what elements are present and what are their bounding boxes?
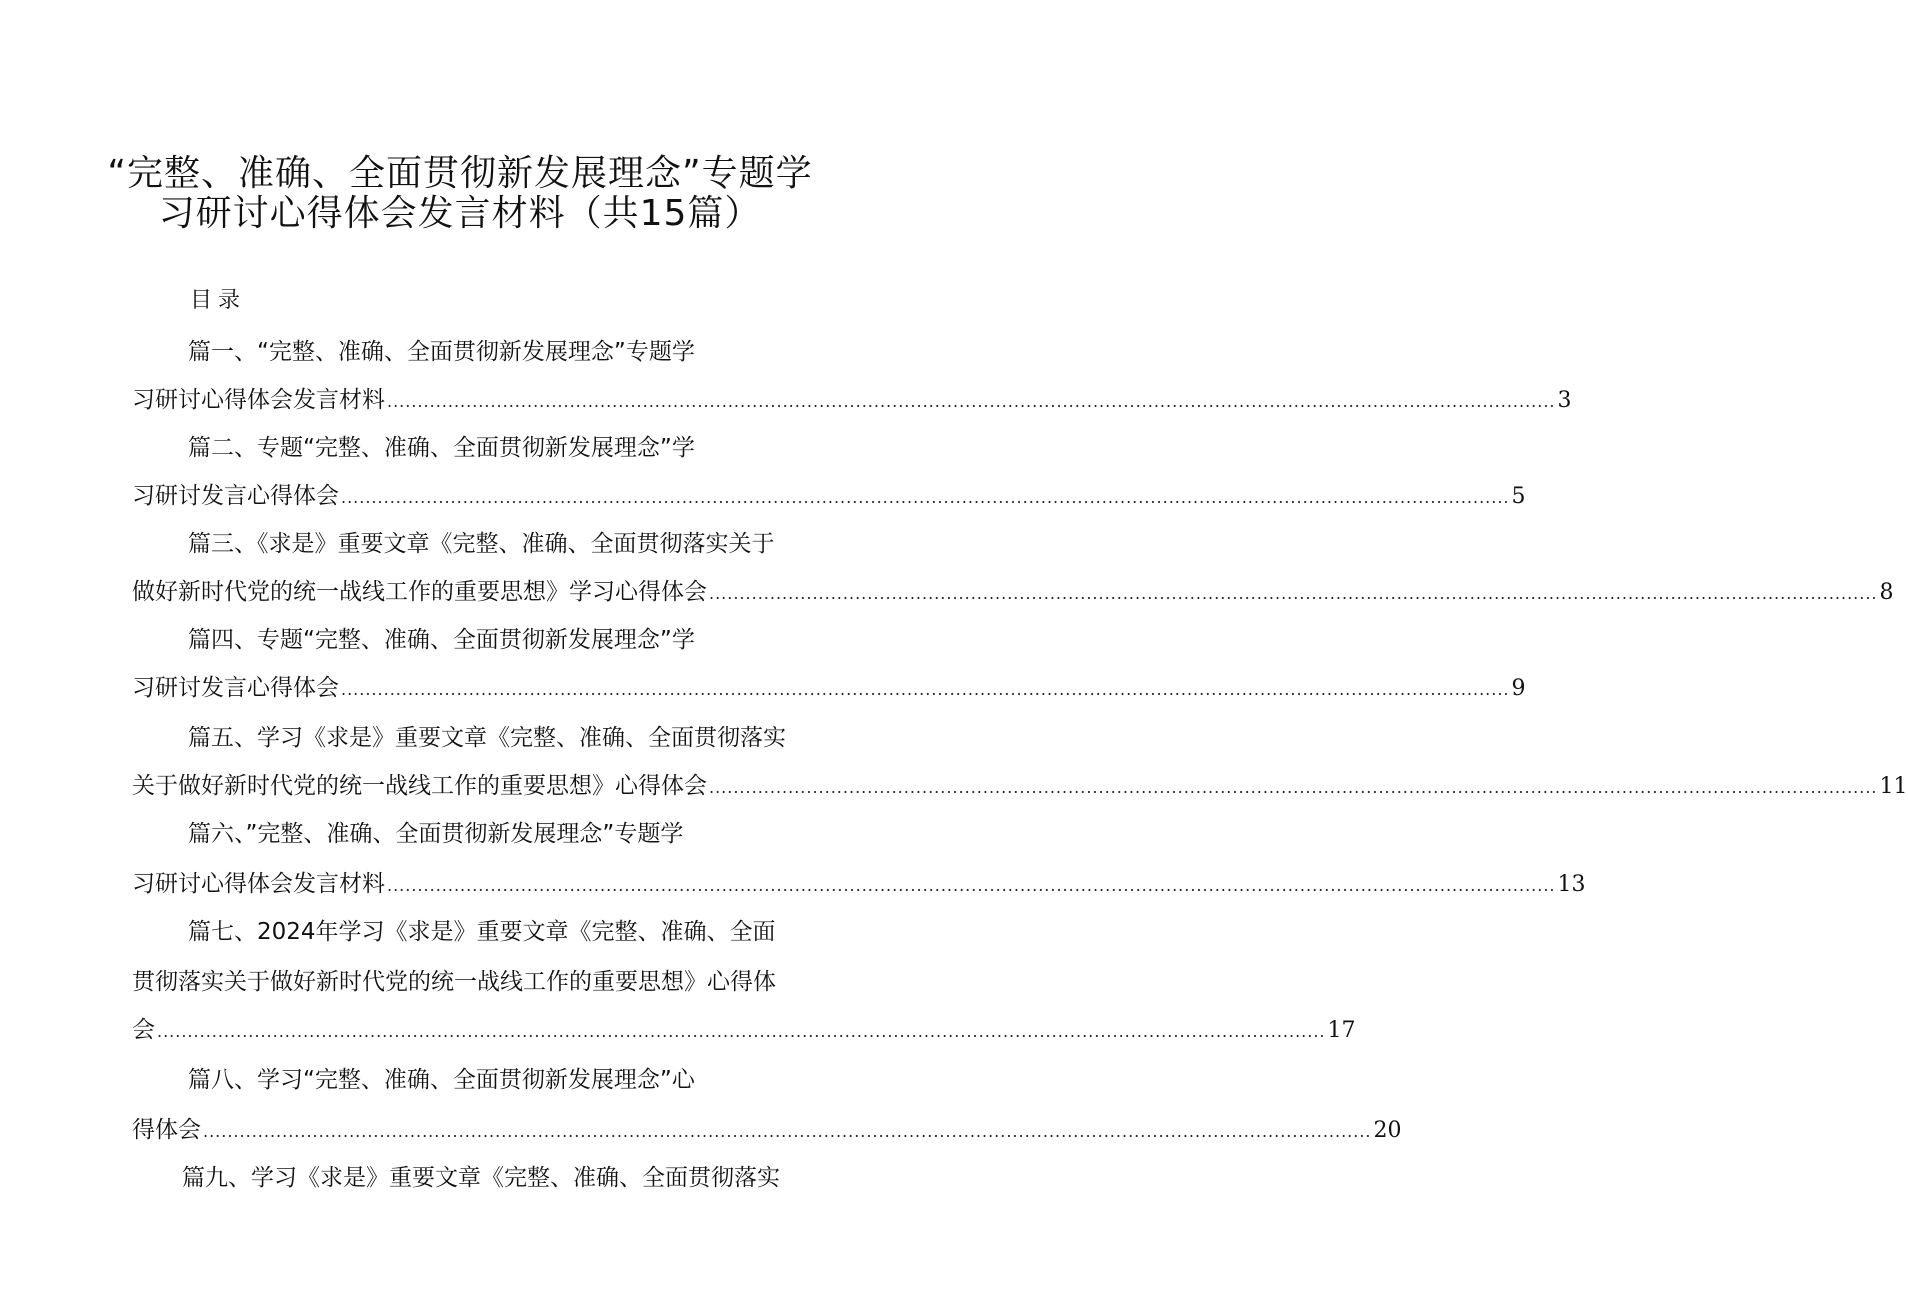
toc-entry-5[interactable] [132,770,1908,804]
toc-entry-6[interactable] [132,868,1586,902]
toc-entry-2-page: 5 [1511,484,1526,509]
dot-leader: ................................................................................................................................................................................................ [341,680,1510,699]
toc-entry-4-page: 9 [1511,676,1526,701]
dot-leader: ................................................................................................................................................................................................ [387,392,1556,411]
toc-entry-2[interactable] [132,480,1526,514]
toc-entry-7-title-middle: 贯彻落实关于做好新时代党的统一战线工作的重要思想》心得体 [132,969,776,995]
toc-heading: 目录 [190,288,247,313]
document-title-line-1: “完整、准确、全面贯彻新发展理念”专题学 [107,153,813,194]
toc-entry-8-page: 20 [1373,1118,1402,1143]
toc-entry-5-page: 11 [1879,774,1908,799]
toc-entry-4-title: 篇四、专题“完整、准确、全面贯彻新发展理念”学 [188,627,695,653]
toc-entry-6-title: 篇六、”完整、准确、全面贯彻新发展理念”专题学 [188,821,684,847]
toc-entry-3-page: 8 [1879,580,1894,605]
document-title-line-2: 习研讨心得体会发言材料（共15篇） [158,193,762,234]
toc-entry-2-title: 篇二、专题“完整、准确、全面贯彻新发展理念”学 [188,435,695,461]
dot-leader: ................................................................................................................................................................................................ [387,876,1556,895]
dot-leader: ................................................................................................................................................................................................ [203,1122,1372,1141]
toc-entry-8[interactable] [132,1114,1402,1148]
toc-entry-8-title-cont: 得体会 [132,1117,201,1143]
toc-entry-4[interactable] [132,672,1526,706]
dot-leader: ................................................................................................................................................................................................ [709,778,1878,797]
toc-entry-7-page: 17 [1327,1018,1356,1043]
toc-entry-6-title-cont: 习研讨心得体会发言材料 [132,871,385,897]
toc-entry-1[interactable] [132,384,1572,418]
toc-entry-7-title-cont: 会 [132,1017,155,1043]
toc-entry-1-page: 3 [1557,388,1572,413]
toc-entry-8-title: 篇八、学习“完整、准确、全面贯彻新发展理念”心 [188,1067,695,1093]
dot-leader: ................................................................................................................................................................................................ [341,488,1510,507]
toc-entry-3[interactable] [132,576,1894,610]
toc-entry-5-title: 篇五、学习《求是》重要文章《完整、准确、全面贯彻落实 [188,725,786,751]
dot-leader: ................................................................................................................................................................................................ [157,1022,1326,1041]
toc-entry-7-title: 篇七、2024年学习《求是》重要文章《完整、准确、全面 [188,919,776,945]
toc-entry-1-title: 篇一、“完整、准确、全面贯彻新发展理念”专题学 [188,339,695,365]
toc-entry-4-title-cont: 习研讨发言心得体会 [132,675,339,701]
toc-entry-1-title-cont: 习研讨心得体会发言材料 [132,387,385,413]
toc-entry-2-title-cont: 习研讨发言心得体会 [132,483,339,509]
toc-entry-7[interactable] [132,1014,1356,1048]
toc-entry-5-title-cont: 关于做好新时代党的统一战线工作的重要思想》心得体会 [132,773,707,799]
toc-entry-9-title: 篇九、学习《求是》重要文章《完整、准确、全面贯彻落实 [182,1165,780,1191]
toc-entry-3-title: 篇三、《求是》重要文章《完整、准确、全面贯彻落实关于 [188,531,775,557]
toc-entry-6-page: 13 [1557,872,1586,897]
toc-entry-3-title-cont: 做好新时代党的统一战线工作的重要思想》学习心得体会 [132,579,707,605]
dot-leader: ................................................................................................................................................................................................ [709,584,1878,603]
